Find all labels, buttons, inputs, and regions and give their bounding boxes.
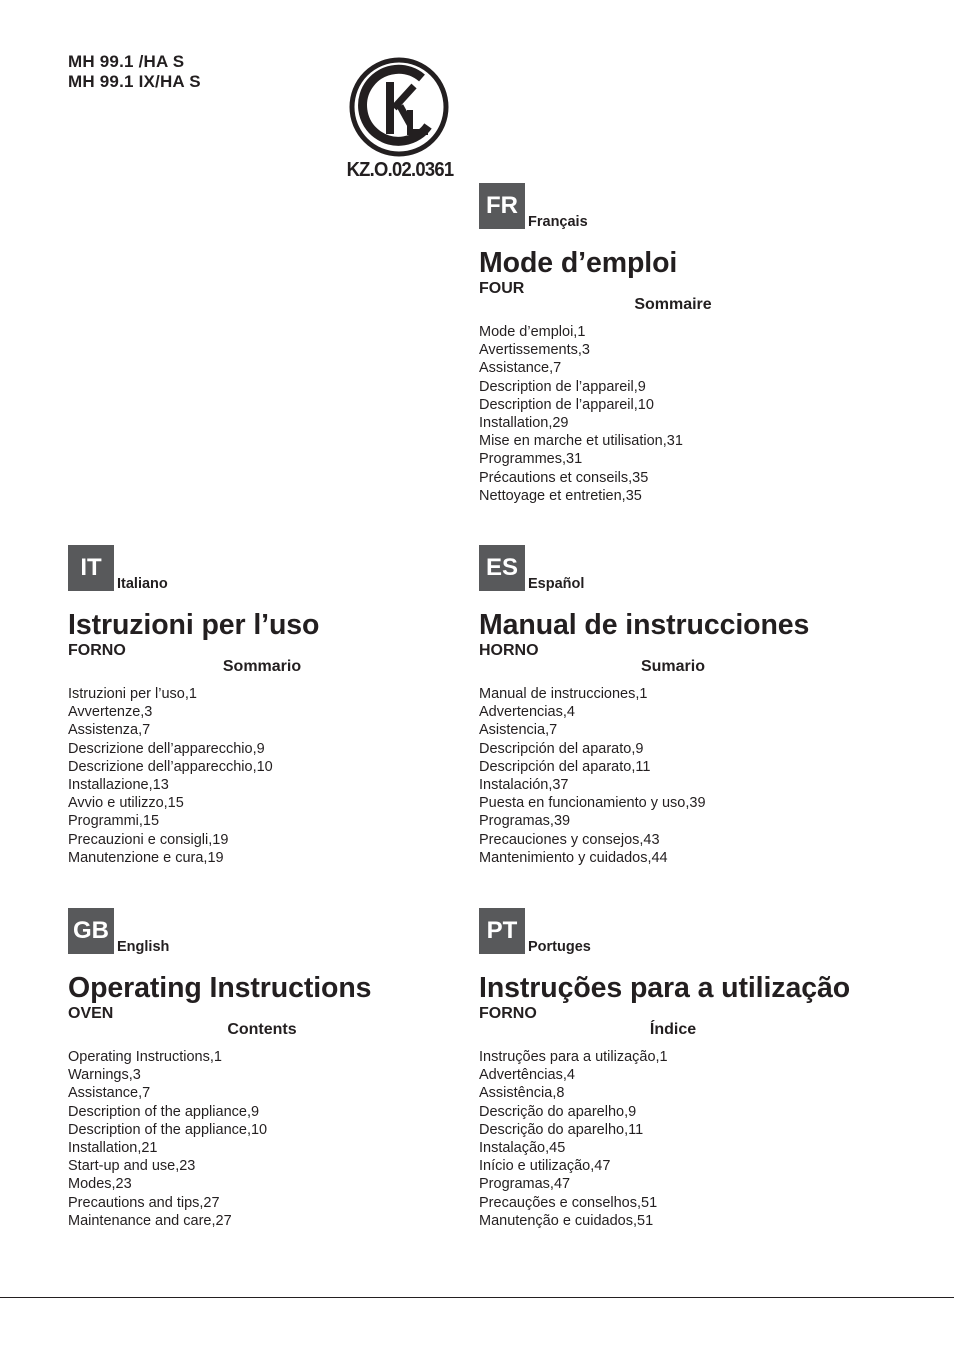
language-name: Français <box>528 214 588 230</box>
toc-item: Advertências,4 <box>479 1067 575 1084</box>
toc-item: Operating Instructions,1 <box>68 1049 222 1065</box>
toc-item: Programas,39 <box>479 813 571 830</box>
footer-divider <box>0 1297 954 1298</box>
toc-item: Warnings,3 <box>68 1067 141 1084</box>
toc-item: Mise en marche et utilisation,31 <box>479 433 683 450</box>
toc-item: Instalação,45 <box>479 1140 566 1157</box>
toc-item: Descrizione dell’apparecchio,10 <box>68 758 273 775</box>
contents-heading: Sommario <box>222 658 302 675</box>
contents-heading: Índice <box>649 1021 697 1038</box>
toc-item: Descripción del aparato,9 <box>479 740 644 757</box>
toc-item: Precauciones y consejos,43 <box>479 831 660 848</box>
appliance-type: HORNO <box>479 642 539 659</box>
language-name: Portuges <box>528 939 591 955</box>
toc-item: Mode d’emploi,1 <box>479 324 586 340</box>
language-badge: FR <box>479 183 525 229</box>
toc-item: Mantenimiento y cuidados,44 <box>479 849 668 866</box>
toc-item: Início e utilização,47 <box>479 1158 611 1175</box>
kz-logo-icon <box>348 56 450 158</box>
certification-number: KZ.O.02.0361 <box>346 159 454 181</box>
appliance-type: FOUR <box>479 280 525 297</box>
kz-certification-logo <box>348 56 450 158</box>
toc-item: Description of the appliance,9 <box>68 1103 260 1120</box>
toc-item: Puesta en funcionamiento y uso,39 <box>479 795 706 812</box>
table-of-contents <box>479 685 706 867</box>
toc-item: Descripción del aparato,11 <box>479 758 651 775</box>
language-badge: GB <box>68 908 114 954</box>
toc-item: Precauções e conselhos,51 <box>479 1194 658 1211</box>
section-italian <box>68 545 488 866</box>
toc-item: Descrição do aparelho,9 <box>479 1103 637 1120</box>
toc-item: Assistance,7 <box>68 1085 151 1102</box>
contents-heading: Contents <box>227 1021 297 1038</box>
manual-title: Operating Instructions <box>68 972 372 1004</box>
manual-title: Instruções para a utilização <box>479 972 850 1004</box>
toc-item: Istruzioni per l’uso,1 <box>68 686 197 702</box>
table-of-contents <box>479 323 683 505</box>
model-number: MH 99.1 /HA S <box>68 52 185 71</box>
toc-item: Installation,21 <box>68 1140 158 1157</box>
toc-item: Description of the appliance,10 <box>68 1121 268 1138</box>
toc-item: Precautions and tips,27 <box>68 1194 220 1211</box>
language-badge: ES <box>479 545 525 591</box>
toc-item: Description de l’appareil,10 <box>479 396 654 413</box>
language-badge: IT <box>68 545 114 591</box>
toc-item: Descrizione dell’apparecchio,9 <box>68 740 265 757</box>
toc-item: Advertencias,4 <box>479 704 575 721</box>
toc-item: Manutenzione e cura,19 <box>68 849 224 866</box>
toc-item: Modes,23 <box>68 1176 132 1193</box>
language-name: English <box>117 939 170 955</box>
toc-item: Maintenance and care,27 <box>68 1212 232 1229</box>
model-numbers <box>68 52 201 92</box>
toc-item: Précautions et conseils,35 <box>479 469 649 486</box>
toc-item: Description de l’appareil,9 <box>479 378 646 395</box>
language-name: Español <box>528 576 585 592</box>
section-english <box>68 908 488 1229</box>
toc-item: Start-up and use,23 <box>68 1158 196 1175</box>
contents-heading: Sommaire <box>634 296 712 313</box>
toc-item: Instruções para a utilização,1 <box>479 1049 668 1065</box>
appliance-type: FORNO <box>479 1005 537 1022</box>
toc-item: Assistance,7 <box>479 360 562 377</box>
toc-item: Descrição do aparelho,11 <box>479 1121 644 1138</box>
toc-item: Assistenza,7 <box>68 722 151 739</box>
manual-title: Istruzioni per l’uso <box>68 609 320 641</box>
toc-item: Avertissements,3 <box>479 342 590 359</box>
manual-title: Manual de instrucciones <box>479 609 810 641</box>
manual-title: Mode d’emploi <box>479 247 678 279</box>
toc-item: Programmi,15 <box>68 813 160 830</box>
model-number: MH 99.1 IX/HA S <box>68 72 201 91</box>
toc-item: Avvio e utilizzo,15 <box>68 795 184 812</box>
table-of-contents <box>68 685 273 867</box>
toc-item: Avvertenze,3 <box>68 704 153 721</box>
toc-item: Assistência,8 <box>479 1085 565 1102</box>
language-name: Italiano <box>117 576 168 592</box>
section-portuguese <box>479 908 899 1229</box>
toc-item: Manutenção e cuidados,51 <box>479 1212 654 1229</box>
toc-item: Precauzioni e consigli,19 <box>68 831 229 848</box>
section-french <box>479 183 899 504</box>
toc-item: Programas,47 <box>479 1176 571 1193</box>
toc-item: Programmes,31 <box>479 451 583 468</box>
contents-heading: Sumario <box>640 658 705 675</box>
language-badge: PT <box>479 908 525 954</box>
toc-item: Nettoyage et entretien,35 <box>479 487 642 504</box>
toc-item: Manual de instrucciones,1 <box>479 686 648 702</box>
appliance-type: FORNO <box>68 642 126 659</box>
appliance-type: OVEN <box>68 1005 114 1022</box>
toc-item: Installation,29 <box>479 415 569 432</box>
toc-item: Installazione,13 <box>68 777 169 794</box>
toc-item: Asistencia,7 <box>479 722 558 739</box>
table-of-contents <box>479 1048 668 1230</box>
table-of-contents <box>68 1048 267 1230</box>
toc-item: Instalación,37 <box>479 777 569 794</box>
section-spanish <box>479 545 899 866</box>
